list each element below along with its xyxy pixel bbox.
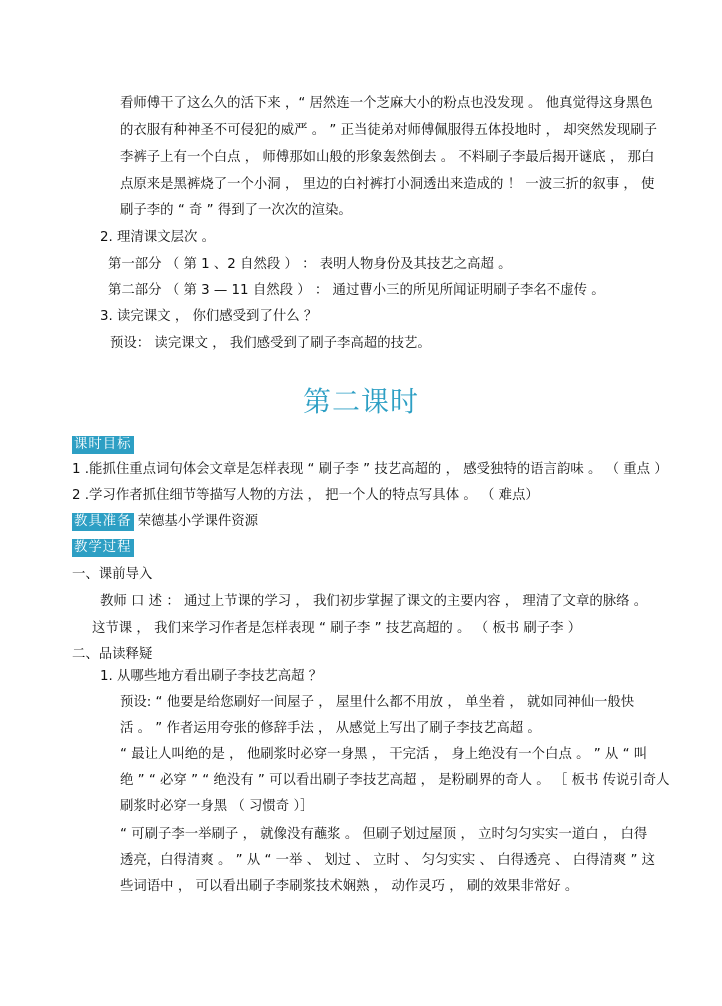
goal-2: 2 .学习作者抓住细节等描写人物的方法 ， 把一个人的特点写具体 。 （ 难点）	[72, 488, 539, 503]
intro-line: 这节课 ， 我们来学习作者是怎样表现 “ 刷子李 ” 技艺高超的 。 （ 板书 刷子李 ）	[92, 621, 582, 636]
section-1-heading: 一、课前导入	[72, 567, 153, 582]
text-line: 点原来是黑裤烧了一个小洞 ， 里边的白衬裤打小洞透出来造成的 ！ 一波三折的叙事 ， 使	[120, 177, 655, 192]
intro-line: 教师 口 述 ： 通过上节课的学习 ， 我们初步掌握了课文的主要内容 ， 理清了文章的脉络 。	[100, 594, 648, 609]
item-3-heading: 3. 读完课文 ， 你们感受到了什么 ？	[100, 309, 318, 324]
text-line: 看师傅干了这么久的活下来 ，“ 居然连一个芝麻大小的粉点也没发现 。 他真觉得这身黑色	[120, 96, 653, 111]
item-2-heading: 2. 理清课文层次 。	[100, 230, 216, 245]
goals-section	[72, 436, 138, 454]
part-1-text: 第一部分 （ 第 1 、2 自然段 ） ： 表明人物身份及其技艺之高超 。	[108, 257, 512, 272]
text-line: 李裤子上有一个白点 ， 师傅那如山般的形象轰然倒去 。 不料刷子李最后揭开谜底 ， 那白	[120, 150, 655, 165]
quote-line: “ 最让人叫绝的是 ， 他刷浆时必穿一身黑 ， 干完活 ， 身上绝没有一个白点 。 ” 从 “ 叫	[120, 747, 648, 762]
lesson-title: 第二课时	[302, 385, 419, 418]
prep-section	[72, 513, 258, 531]
section-2-heading: 二、品读释疑	[72, 647, 153, 662]
quote-line: 绝 ” “ 必穿 ” “ 绝没有 ” 可以看出刷子李技艺高超 ， 是粉刷界的奇人 。 ［ 板书 传说引奇人	[120, 773, 670, 788]
goals-tag: 课时目标	[74, 437, 132, 452]
quote-line: 透亮，白得清爽 。 ” 从 “ 一举 、 划过 、 立时 、 匀匀实实 、 白得透亮 、 白得清爽 ” 这	[120, 853, 656, 868]
part-2-text: 第二部分 （ 第 3 — 11 自然段 ） ： 通过曹小三的所见所闻证明刷子李名不虚传 。	[108, 283, 605, 298]
preset-line: 预设: “ 他要是给您刷好一间屋子 ， 屋里什么都不用放 ， 单坐着 ， 就如同神仙一般快	[120, 695, 635, 710]
text-line: 的衣服有种神圣不可侵犯的威严 。 ” 正当徒弟对师傅佩服得五体投地时 ， 却突然发现刷子	[120, 123, 658, 138]
preset-line: 活 。 ” 作者运用夸张的修辞手法 ， 从感觉上写出了刷子李技艺高超 。	[120, 721, 541, 736]
quote-line: 刷浆时必穿一身黑 （ 习惯奇 ）］	[120, 799, 314, 814]
goal-1: 1 .能抓住重点词句体会文章是怎样表现 “ 刷子李 ” 技艺高超的 ， 感受独特的语言韵味 。 （ 重点 ）	[72, 462, 668, 477]
question-1: 1. 从哪些地方看出刷子李技艺高超 ？	[100, 669, 323, 684]
preset-answer: 预设： 读完课文 ， 我们感受到了刷子李高超的技艺。	[110, 336, 431, 351]
prep-text: 荣德基小学课件资源	[137, 514, 259, 529]
process-section	[72, 539, 138, 557]
prep-tag: 教具准备	[74, 514, 132, 529]
quote-line: “ 可刷子李一举刷子 ， 就像没有蘸浆 。 但刷子划过屋顶 ， 立时匀匀实实一道白 ， 白得	[120, 827, 648, 842]
process-tag: 教学过程	[74, 540, 132, 555]
text-line: 刷子李的 “ 奇 ” 得到了一次次的渲染。	[120, 203, 352, 218]
quote-line: 些词语中 ， 可以看出刷子李刷浆技术娴熟 ， 动作灵巧 ， 刷的效果非常好 。	[120, 879, 579, 894]
